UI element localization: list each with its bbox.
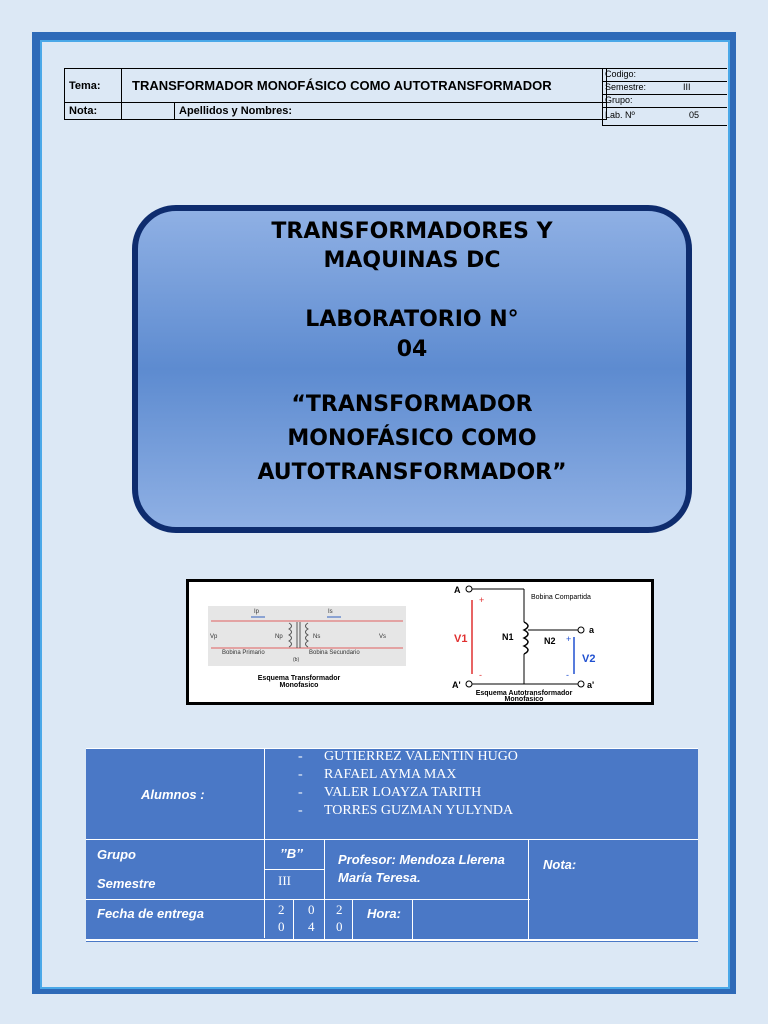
fecha-day-1: 2 <box>278 902 285 917</box>
header-side-info <box>602 68 727 126</box>
ip-label: Ip <box>254 609 260 615</box>
title-line-2: MAQUINAS DC <box>323 248 501 273</box>
semestre-row <box>603 82 727 95</box>
hora-label: Hora: <box>367 906 401 921</box>
list-item: - VALER LOAYZA TARITH <box>298 785 482 800</box>
lab-number-line-1: LABORATORIO N° <box>305 307 519 332</box>
a-prime-label: a' <box>587 680 595 690</box>
list-item: - GUTIERREZ VALENTIN HUGO <box>298 749 518 764</box>
alumnos-label: Alumnos : <box>141 787 205 802</box>
bobina-secundario-label: Bobina Secundario <box>309 650 360 656</box>
shared-coil <box>524 622 528 654</box>
schematic-figure <box>186 579 654 705</box>
fecha-year-1: 2 <box>336 902 343 917</box>
date-divider-1 <box>293 899 294 939</box>
semestre-label: Semestre <box>97 876 156 891</box>
tema-value: TRANSFORMADOR MONOFÁSICO COMO AUTOTRANSFORMADOR <box>122 69 607 103</box>
semestre-label: Semestre: <box>605 82 647 92</box>
row-divider-1 <box>86 839 698 840</box>
grupo-label: Grupo <box>97 847 136 862</box>
vp-label: Vp <box>210 634 218 640</box>
fecha-label: Fecha de entrega <box>97 906 204 921</box>
terminal-A <box>466 586 472 592</box>
student-name: RAFAEL AYMA MAX <box>324 767 457 782</box>
col-divider-1 <box>264 748 265 938</box>
vs-label: Vs <box>379 634 387 640</box>
is-label: Is <box>328 609 333 615</box>
semestre-value: III <box>683 82 691 92</box>
v2-minus: - <box>566 670 569 680</box>
fecha-month-2: 4 <box>308 919 315 934</box>
table-bottom-line <box>86 939 698 941</box>
left-caption-1: Esquema Transformador <box>257 675 341 682</box>
header-table <box>64 68 607 120</box>
student-name: VALER LOAYZA TARITH <box>324 785 482 800</box>
np-label: Np <box>275 634 283 640</box>
student-name: GUTIERREZ VALENTIN HUGO <box>324 749 518 764</box>
v1-plus: + <box>479 595 485 605</box>
lab-value: 05 <box>689 110 700 120</box>
date-divider-4 <box>412 899 413 939</box>
v1-label: V1 <box>454 633 468 645</box>
A-prime-label: A' <box>452 680 461 690</box>
list-item: - TORRES GUZMAN YULYNDA <box>298 803 514 818</box>
v2-plus: + <box>566 634 572 644</box>
col-divider-3 <box>528 839 529 939</box>
date-divider-2 <box>324 899 325 939</box>
list-item: - RAFAEL AYMA MAX <box>298 767 457 782</box>
apellidos-label: Apellidos y Nombres: <box>175 103 607 120</box>
nota-value <box>122 103 175 120</box>
right-caption-2: Monofasico <box>504 696 544 702</box>
subtitle-line-3: AUTOTRANSFORMADOR” <box>257 460 567 485</box>
terminal-a-prime <box>578 681 584 687</box>
schematic-svg <box>189 582 651 702</box>
A-label: A <box>454 585 461 595</box>
date-divider-3 <box>352 899 353 939</box>
grupo-row <box>603 95 727 108</box>
ns-label: Ns <box>313 634 321 640</box>
right-caption-1: Esquema Autotransformador <box>475 690 573 697</box>
fecha-day-2: 0 <box>278 919 285 934</box>
n1-label: N1 <box>502 632 514 642</box>
subtitle-line-1: “TRANSFORMADOR <box>291 392 533 417</box>
title-line-1: TRANSFORMADORES Y <box>271 219 553 244</box>
grupo-value: ’’B’’ <box>280 846 303 861</box>
student-names-list <box>298 748 518 820</box>
fecha-year-2: 0 <box>336 919 343 934</box>
v2-label: V2 <box>582 653 596 665</box>
terminal-A-prime <box>466 681 472 687</box>
title-box <box>132 205 692 533</box>
codigo-label: Codigo: <box>605 69 637 79</box>
v1-minus: - <box>479 670 482 680</box>
row-divider-3 <box>86 899 530 900</box>
row-divider-2 <box>264 869 324 870</box>
student-name: TORRES GUZMAN YULYNDA <box>324 803 514 818</box>
b-label: (b) <box>293 657 300 663</box>
codigo-row <box>603 68 727 82</box>
bobina-primario-label: Bobina Primario <box>222 650 265 656</box>
subtitle-line-2: MONOFÁSICO COMO <box>287 426 537 451</box>
n2-label: N2 <box>544 636 556 646</box>
a-label: a <box>589 625 595 635</box>
nota-label: Nota: <box>65 103 122 120</box>
semestre-value: III <box>278 873 291 888</box>
lab-number-line-2: 04 <box>396 337 428 362</box>
bobina-compartida-label: Bobina Compartida <box>531 594 591 601</box>
tema-label: Tema: <box>65 69 122 103</box>
fecha-month-1: 0 <box>308 902 315 917</box>
nota-label: Nota: <box>543 857 577 872</box>
left-caption-2: Monofasico <box>279 682 319 689</box>
lab-label: Lab. Nº <box>605 110 635 120</box>
grupo-label: Grupo: <box>605 95 633 105</box>
col-divider-2 <box>324 839 325 899</box>
terminal-a <box>578 627 584 633</box>
lab-row <box>603 108 727 126</box>
profesor-line-2: María Teresa. <box>338 870 421 885</box>
profesor-line-1: Profesor: Mendoza Llerena <box>338 852 505 867</box>
